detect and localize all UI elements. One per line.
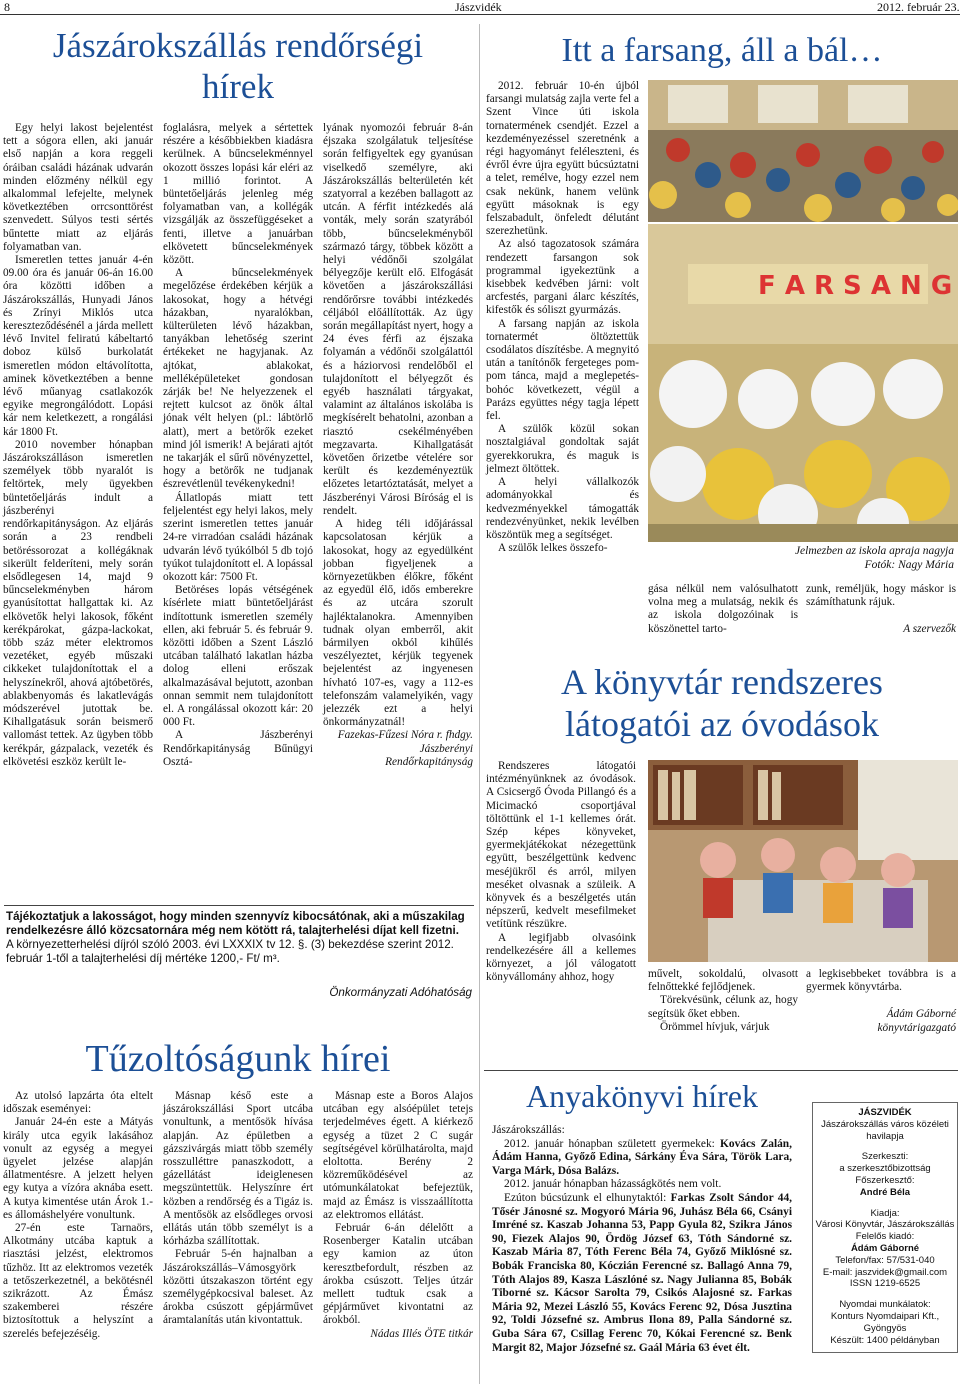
police-paragraph: lyának nyomozói február 8-án éjszaka szolgálatuk teljesítése során felfigyeltek egy gyanúsan viselkedő személyre, aki Jászárokszállás belterületén két szatyorral a kezében ballagott az utcán. A férfit intézkedés alá vonták, mely során szatyrából több, bűncselekményből származó tárgy, többek között a helyi védőnői szolgálat bélyegzője került elő. Elfogását követően a jászárokszállási rendőrőrsre további intézkedés céljából előállították. Az ügy során megállapítást nyert, hogy a 24 éves férfi az éjszaka folyamán a védőnői szolgálattól és a háziorvosi rendelőből el tulajdonított el bélyegzőt és egyéb használati tárgyakat, valamint az általános iskolába is megkísérelt behatolni, azonban a riasztó csekélményében megzavarta. Kihallgatását követően őrizetbe vételére sor került és kezdeményeztük előzetes letartóztatását, melyet a Jászberényi Városi Bíróság el is rendelt. [323,122,473,517]
tax-notice-bold: Tájékoztatjuk a lakosságot, hogy minden szennyvíz kibocsátónak, aki a műszakilag rendelkezésre álló közcsatornára még nem kötött rá, talajterhelési díjat kell fizetni. [6,910,465,937]
farsang-column-3 [806,583,956,637]
library-paragraph: Törekvésünk, célunk az, hogy segítsük őket ebben. [648,994,798,1020]
farsang-paragraph: gása nélkül nem valósulhatott volna meg a mulatság, nekik és az iskola dolgozóinak is köszönettel tarto- [648,583,798,635]
impressum-responsible-label: Felelős kiadó: [855,1231,915,1243]
impressum-email: E-mail: jaszvidek@gmail.com [822,1266,948,1278]
tax-notice-signature: Önkormányzati Adóhatóság [329,986,472,999]
police-signature [323,729,473,769]
library-paragraph: Örömmel hívjuk, várjuk [660,1020,770,1033]
impressum-box [812,1102,958,1353]
fire-title: Tűzoltóságunk hírei [85,1038,391,1080]
police-title-line1: Jászárokszállás rendőrségi [52,26,424,65]
page-header [0,0,960,15]
farsang-photo-top-image [648,80,958,222]
farsang-photo-bottom [648,224,958,542]
police-paragraph: foglalásra, melyek a sértettek részére a későbbiekben kiadásra kerülnek. A bűncselekménnyel okozott összes lopási kár eléri az 1 millió forintot. A büntetőeljárás jelenleg még folyamatban van, a kollégák vizsgálják az összefüggéseket a fenti, illetve a januárban elkövetett bűncselekmények között. [163,122,313,267]
police-paragraph: A hideg téli időjárással kapcsolatosan kérjük a lakosokat, hogy az egyedülként jobban figyeljenek a környezetükben élőkre, főként az egyedül élő, idős emberekre és az utcára szorult hajléktalanokra. Amennyiben tudnak olyan emberről, akit bármilyen okból kihűlés veszélyeztet, kérjük tegyenek bejelentést az ingyenesen hívható 107-es, vagy a 112-es telefonszám valamelyikén, vagy jelezzék ezt a helyi önkormányzatnál! [323,518,473,729]
column-divider [479,24,480,1384]
police-column-1 [3,122,153,769]
farsang-photo-credit: Fotók: Nagy Mária [864,559,954,571]
impressum-issn: ISSN 1219-6525 [849,1278,921,1290]
police-title-line2: hírek [202,67,274,106]
police-paragraph: Ismeretlen tettes január 4-én 09.00 óra és január 06-án 16.00 óra közötti időben a Jászárokszállás, Hunyadi János és Zrínyi Miklós utca kereszteződésénél a járda mellett lévő Invitel feliratú kábeltartó doboz külső burkolatát ismeretlen módon eltávolította, aminek következtében a benne lévő műanyag csatlakozók egyike megrongálódott. Lopási kár nem keletkezett, a rongálási kár 1800 Ft. [3,254,153,438]
fire-column-3 [323,1090,473,1341]
farsang-column-1 [486,80,639,555]
library-column-2 [648,968,798,1034]
fire-paragraph: Másnap este a Boros Alajos utcában egy alsóépület tetejs terjedelméves égett. A kiérkező egység a tüzet 2 C sugár segítségével körülhatárolta, majd eloltotta. Berény 2 közreműködésével az utómunkálatokat befejeztük, majd az Émász is visszaállította az elektromos ellátást. [323,1090,473,1221]
impressum-print: Konturs Nyomdaipari Kft., Gyöngyös [830,1310,940,1334]
library-title-line1: A könyvtár rendszeres [561,662,883,702]
births-label: 2012. január hónapban született gyermekek: [504,1137,721,1150]
farsang-paragraph: A farsang napján az iskola tornatermét öltöztettük csodálatos díszítésbe. A megnyitó után a tanítónők fergeteges pom-pom tánca, majd a meglepetés-bohóc következett, végül a Parázs együttes négy tagja lépett fel. [486,317,639,423]
farsang-paragraph: A szülők lelkes összefo- [498,542,608,555]
impressum-copies: Készült: 1400 példányban [830,1334,940,1346]
police-column-3 [323,122,473,769]
issue-date: 2012. február 23. [877,0,960,14]
farsang-photo-caption: Jelmezben az iskola apraja nagyja [794,545,954,557]
fire-paragraph: Január 24-én este a Mátyás király utca egyik lakásához vonult az egység a megyei ügyelet jelzése alapján állatmentésre. A jelzett helyen egy kutya a vízóra aknába esett. A kutya kimentése után Árok 1.-es állomáshelyére vonultunk. [3,1116,153,1221]
library-paragraph: A legifjabb olvasóink rendelkezésére áll a kellemes környezet, a jól válogatott könyvállomány ahhoz, hogy [486,931,636,984]
farsang-paragraph: Az alsó tagozatosok számára rendezett farsangon sok programmal igyekeztünk a kisebbek kedvében járni: volt arcfestés, pargani álarc készítés, kifestők és sóliszt gyurmázás. [486,238,639,317]
divider [484,1070,958,1071]
fire-paragraph: 27-én este Tarnaörs, Alkotmány utcába kaptuk a riasztási jelzést, elektromos tűzhöz. Itt az elektromos vezeték a tetőszerkezetnél, a bekötésnél szikrázott. Az Émász szakemberei részére biztosítottuk a helyszínt a szerelés befejezéséig. [3,1222,153,1340]
paper-name: Jászvidék [455,0,502,14]
library-paragraph: Rendszeres látogatói intézményünknek az óvodások. A Csicsergő Óvoda Pillangó és a Micimackó csoportjával töltöttünk el 1-1 kellemes órát. Szép képes könyveket, gyermekjátékokat nézegettünk együtt, beszélgettünk kedvenc meséjükről és arról, milyen meséket olvasnak a szüleik. A könyvek és a beszélgetés után népszerű, kedvelt mesefilmeket vetítünk részükre. [486,760,636,931]
farsang-column-2 [648,583,798,636]
marriages-text: 2012. január hónapban házasságkötés nem volt. [504,1178,722,1191]
impressum-editor-label: Szerkeszti: [861,1151,909,1163]
police-paragraph: 2010 november hónapban Jászárokszálláson ismeretlen személyek több nyaralót is feltörtek, mely ügyekben büntetőeljárás indult a jászberényi rendőrkapitányságon. Az eljárás során a 23 rendbeli betöréssorozat a kollégáknak sikerült felderíteni, mely során elsődlegesen 14, majd 9 bűncselekményben három gyanúsítottat hallgattak ki. Az elkövetők helyi lakosok, főként kerékpárokat, gázpa-lackokat, több száz méter elektromos vezetéket, egyéb műszaki cikkeket tulajdonítottak el a helyszínekről, ahová ajtóbetörés, ablakbenyomás és lakatlevágás módszerével jutottak be. Kihallgatásuk során beismerő vallomást tettek. Az ügyben több kerékpár, gázpalack, vezeték és elkövetési eszköz került le- [3,438,153,768]
library-column-3 [806,968,956,1035]
farsang-photo-bottom-image [648,224,958,542]
impressum-publisher: Városi Könyvtár, Jászárokszállás [815,1219,955,1231]
deaths-label: Ezúton búcsúzunk el elhunytaktól: [504,1191,671,1204]
deaths-list: Farkas Zsolt Sándor 44, Tősér Jánosné sz. Mogyoró Mária 96, Juhász Béla 66, Csányi Imréné sz. Kaszab Johanna 53, Papp Gyula 82, Szikra János 90, Fiezek Alajos 90, Ördög József 63, Tóth Sándorné sz. Kaszab Mária 87, Tóth Ferenc Béla 74, Győző Miklósné sz. Bobák Franciska 80, Kóczián Ferencné sz. Ballagó Anna 79, Tóth Alajos 89, Kasza Lászlóné sz. Nagy Julianna 85, Bobák Tiborné sz. Kácsor Sarolta 79, Csikós Alajosné sz. Farkas Mária 92, Mezei László 55, Kovács Ferenc 92, Dósa Jusztina 92, Toldi Józsefné sz. Ambrus Ilona 89, Palla Sándorné sz. Guba Sára 67, Csillag Ferenc 70, Kókai Ferencné sz. Benk Margit 82, Major Józsefné sz. Gaál Mária 63 évet élt. [492,1191,792,1354]
farsang-photo-top [648,80,958,222]
fire-column-2 [163,1090,313,1328]
police-signature-name: Fazekas-Fűzesi Nóra r. fhdgy. [337,729,473,742]
police-paragraph: Betöréses lopás vétségének kísérlete miatt büntetőeljárást indítottunk ismeretlen személy ellen, aki február 5. és február 9. közötti időben a Szent László utcában található lakatlan házba dolog elleni erőszak alkalmazásával bejutott, azonban onnan semmit nem tulajdonított el. A rongálással okozott kár: 20 000 Ft. [163,584,313,729]
svg-text:F A R S A N G: F A R S A N G [758,271,953,301]
fire-column-1 [3,1090,153,1341]
police-column-2 [163,122,313,769]
impressum-responsible: Ádám Gáborné [850,1242,920,1254]
farsang-paragraph: A szülők közül sokan nosztalgiával gondoltak saját gyerekkorukra, és maguk is jelmezt öltöttek. [486,423,639,475]
fire-paragraph: Február 6-án délelőtt a Rosenberger Katalin utcában egy kamion az úton keresztbefordult, részben az árokba csúszott. Teljes útzár mellett tudtuk csak a gépjárművet kivontatni az árokból. [323,1222,473,1327]
police-title [0,28,476,104]
library-photo-image [648,760,958,962]
impressum-chief-label: Főszerkesztő: [855,1174,915,1186]
registry-text [492,1124,792,1355]
library-signature-title: könyvtárigazgató [877,1021,956,1034]
police-paragraph: A Jászberényi Rendőrkapitányság Bűnügyi Osztá- [163,729,313,768]
police-paragraph: A bűncselekmények megelőzése érdekében kérjük a lakosokat, hogy a hétvégi házakban, nyaralókban, külterületen lévő házakban, tanyákban lehetőség szerint értékeket ne hagyjanak. Az ajtókat, ablakokat, melléképületeket gondosan zárják be! Ne helyezzenek el rejtett kulcsot az önök által jónak vélt helyen (pl.: lábtörlő alatt), mert a betörők ezeket mind jól ismerik! A bejárati ajtót ne takarják el sűrű növényzettel, hogy a betörők ne tudjanak észrevétlenül tevékenykedni! [163,267,313,491]
fire-paragraph: Az utolsó lapzárta óta eltelt időszak eseményei: [3,1090,153,1116]
library-paragraph: művelt, sokoldalú, olvasott felnőttekké fejlődjenek. [648,968,798,994]
farsang-paragraph: 2012. február 10-én újból farsangi mulatság zajla verte fel a Szent Vince úti iskola tornatermének csendjét. Ezzel a kezdeményezéssel szeretnénk a régi hagyományt feléleszteni, és évről évre újra együtt búcsúztatni a telet, remélve, hogy ezzel nem csak nekünk, hanem velünk együtt másoknak is egy felszabadult, önfeledt délutánt szerezhetünk. [486,80,639,238]
police-signature-unit2: Rendőrkapitányság [385,755,473,768]
impressum-phone: Telefon/fax: 57/531-040 [835,1254,935,1266]
farsang-signature: A szervezők [903,623,956,636]
impressum-publisher-label: Kiadja: [870,1207,900,1219]
fire-paragraph: Másnap késő este a jászárokszállási Sport utcába vonultunk, a mentősök hívása alapján. Az épületben a gázszivárgás miatt több személy rosszulléttre panaszkodott, a gázellátást ideiglenesen megszüntettük. Helyszínre ért közben a rendőrség és a Tigáz is. A mentősök az elsődleges orvosi ellátás után több személyt is a kórházba szállítottak. [163,1090,313,1248]
library-photo [648,760,958,962]
library-column-1 [486,760,636,984]
library-title-line2: látogatói az óvodások [565,704,879,744]
fire-paragraph: Február 5-én hajnalban a Jászárokszállás–Vámosgyörk közötti útszakaszon történt egy személygépkocsival baleset. Az árokba csúszott gépjárművet áramtalanítás után kivontattuk. [163,1248,313,1327]
registry-intro: Jászárokszállás: [492,1124,565,1136]
library-paragraph: a legkisebbeket továbbra is a gyermek könyvtárba. [806,968,956,994]
impressum-editor: a szerkesztőbizottság [839,1163,931,1175]
impressum-title: JÁSZVIDÉK [858,1107,912,1118]
farsang-paragraph: zunk, reméljük, hogy máskor is számíthatunk rájuk. [806,583,956,609]
library-title [484,664,960,742]
library-signature [806,1008,956,1034]
impressum-print-label: Nyomdai munkálatok: [839,1299,931,1311]
police-paragraph: Egy helyi lakost bejelentést tett a sógora ellen, aki január első napján a kora reggeli óráiban családi házának udvarán minden előzmény nélkül egy alkalommal lefejelte, melynek következtében orrcsonttörést szenvedett. Súlyos testi sértés bűntette miatt az eljárás folyamatban van. [3,122,153,253]
divider [4,905,474,906]
fire-signature: Nádas Illés ÖTE titkár [370,1327,473,1340]
tax-notice-text: A környezetterhelési díjról szóló 2003. évi LXXXIX tv 12. §. (3) bekezdése szerint 2012. február 1-től a talajterhelési díj mértéke 1200,- Ft/ m³. [6,938,454,965]
impressum-chief: André Béla [859,1186,911,1198]
police-paragraph: Állatlopás miatt tett feljelentést egy helyi lakos, mely szerint ismeretlen tettes január 24-re virradóan családi házának udvarán lévő tyúkólból 5 db tojó tyúkot tulajdonított el. A lopással okozott kár: 7500 Ft. [163,491,313,583]
tax-notice [6,910,472,1000]
registry-title: Anyakönyvi hírek [526,1078,758,1114]
impressum-subtitle: Jászárokszállás város közéleti havilapja [821,1118,949,1142]
police-signature-unit: Jászberényi [419,742,473,755]
births-list: Kovács Zalán, Ádám Hanna, Győző Edina, Sárkány Éva Sára, Török Lara, Varga Márk, Dósa Balázs. [492,1137,792,1177]
farsang-paragraph: A helyi vállalkozók adományokkal és kedvezményekkel támogatták rendezvényünket, nekik levélben köszöntük meg a segítséget. [486,476,639,541]
page-number: 8 [4,0,10,14]
library-signature-name: Ádám Gáborné [886,1008,956,1021]
farsang-title: Itt a farsang, áll a bál… [561,32,883,69]
